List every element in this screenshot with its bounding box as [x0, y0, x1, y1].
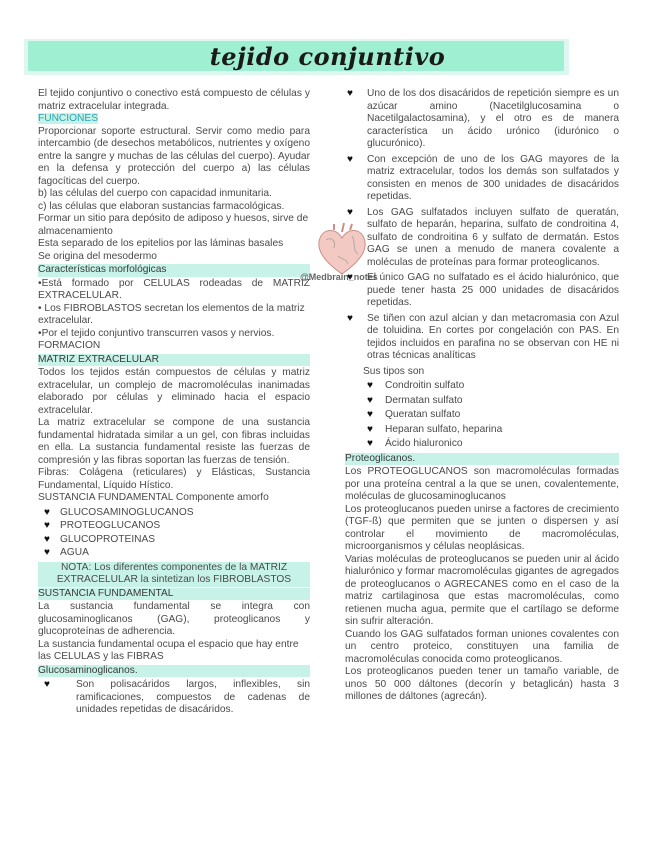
intro-text: El tejido conjuntivo o conectivo está compuesto de células y matriz extracelular integrada.: [38, 88, 310, 112]
funciones-b: b) las células del cuerpo con capacidad inmunitaria.: [38, 188, 272, 199]
proteo-3: Varias moléculas de proteoglucanos se pueden unir al ácido hialurónico y formar macromoléculas gigantes de agregados de proteoglucanos o AGRECANES como en el caso de la matriz cartilaginosa que estas macromoléculas, como retienen mucha agua, permite que el cartílago se deforme sin sufrir alteración.: [345, 553, 619, 627]
matriz-heading: MATRIZ EXTRACELULAR: [38, 354, 310, 367]
gag-list: [38, 679, 310, 717]
componentes-list: [38, 507, 310, 560]
page-title: tejido conjuntivo: [209, 42, 446, 71]
right-column: [345, 88, 619, 704]
funciones-text: Proporcionar soporte estructural. Servir como medio para intercambio (de desechos metabólicos, nutrientes y oxígeno entre la sangre y muchas de las células del cuerpo). Ayudar en la defensa y protección del cuerpo a) las células fagocíticas del cuerpo.: [38, 125, 310, 187]
list-item: ♥ Se tiñen con azul alcian y dan metacromasia con Azul de toluidina. En cortes por congelación con PAS. En tejidos incluidos en parafina no se observan con HE ni otras técnicas analíticas: [345, 313, 619, 363]
tipos-heading: Sus tipos son: [363, 365, 425, 377]
formacion-text: FORMACION: [38, 340, 101, 351]
sustancia-line: SUSTANCIA FUNDAMENTAL Componente amorfo: [38, 492, 269, 503]
note-box: NOTA: Los diferentes componentes de la MATRIZ EXTRACELULAR la sintetizan los FIBROBLASTOS: [38, 562, 310, 587]
morfo-3: •Por el tejido conjuntivo transcurren vasos y nervios.: [38, 327, 275, 339]
funciones-d: Formar un sitio para depósito de adiposo y huesos, sirve de almacenamiento: [38, 213, 309, 237]
list-item: ♥ Queratan sulfato: [345, 409, 619, 422]
sf-heading: SUSTANCIA FUNDAMENTAL: [38, 588, 310, 601]
proteo-1: Los PROTEOGLUCANOS son macromoléculas formadas por una proteína central a la que se unen, covalentemente, moléculas de glucosaminoglucanos: [345, 466, 619, 502]
list-item: ♥ Con excepción de uno de los GAG mayores de la matriz extracelular, todos los demás son sulfatados y consisten en menos de 300 unidades de disacáridos repetidas.: [345, 154, 619, 204]
gag-bullets: [345, 88, 619, 363]
list-item: ♥ El único GAG no sulfatado es el ácido hialurónico, que puede tener hasta 25 000 unidades de disacáridos repetidas.: [345, 272, 619, 310]
gag-heading: Glucosaminoglicanos.: [38, 665, 310, 678]
proteo-5: Los proteoglicanos pueden tener un tamaño variable, de unos 50 000 dáltones (decorín y betaglicán) hasta 3 millones de dáltones (agrecán).: [345, 666, 619, 702]
list-item: ♥ AGUA: [38, 547, 310, 560]
matriz-2: La matriz extracelular se compone de una sustancia fundamental hidratada similar a un gel, con fibras incluidas en ella. La sustancia fundamental resiste las fuerzas de compresión y las fibras soportan las fuerzas de tensión.: [38, 417, 310, 466]
tipos-list: [345, 380, 619, 451]
list-item: ♥ Son polisacáridos largos, inflexibles, sin ramificaciones, compuestos de cadenas de unidades repetidas de disacáridos.: [38, 679, 310, 717]
morfo-2: • Los FIBROBLASTOS secretan los elementos de la matriz extracelular.: [38, 302, 305, 326]
funciones-heading: FUNCIONES: [38, 113, 98, 124]
origina-text: Se origina del mesodermo: [38, 250, 157, 262]
list-item: ♥ Condroitin sulfato: [345, 380, 619, 393]
list-item: ♥ Ácido hialuronico: [345, 438, 619, 451]
list-item: ♥ Dermatan sulfato: [345, 395, 619, 408]
list-item: ♥ Uno de los dos disacáridos de repetición siempre es un azúcar amino (Nacetilglucosamina o Nacetilgalactosamina), y el otro es de manera característica un ácido urónico (idurónico o glucurónico).: [345, 88, 619, 151]
separado-text: Esta separado de los epitelios por las láminas basales: [38, 238, 284, 249]
morfo-1: •Está formado por CELULAS rodeadas de MATRIZ EXTRACELULAR.: [38, 277, 310, 301]
funciones-c: c) las células que elaboran sustancias farmacológicas.: [38, 200, 285, 212]
proteo-heading: Proteoglicanos.: [345, 453, 619, 466]
proteo-4: Cuando los GAG sulfatados forman uniones covalentes con un centro proteico, constituyen una familia de macromoléculas conocida como proteoglicanos.: [345, 628, 619, 665]
list-item: ♥ GLUCOSAMINOGLUCANOS: [38, 507, 310, 520]
fibras-text: Fibras: Colágena (reticulares) y Elásticas, Sustancia Fundamental, Líquido Hístico.: [38, 467, 310, 491]
matriz-1: Todos los tejidos están compuestos de células y matriz extracelular, un complejo de macromoléculas inanimadas elaborado por células y eliminado hacia el espacio extracelular.: [38, 367, 310, 416]
list-item: ♥ PROTEOGLUCANOS: [38, 520, 310, 533]
list-item: ♥ Heparan sulfato, heparina: [345, 424, 619, 437]
watermark-text: @Medbrain_notes: [300, 272, 378, 282]
list-item: ♥ Los GAG sulfatados incluyen sulfato de queratán, sulfato de heparán, heparina, sulfato de condroitina 4, sulfato de condroitina 6 y sulfato de dermatán. Estos GAG se unen a menudo de manera covalente a moléculas de proteínas para formar proteoglicanos.: [345, 207, 619, 270]
morfo-heading: Características morfológicas: [38, 264, 310, 277]
proteo-2: Los proteoglucanos pueden unirse a factores de crecimiento (TGF-ß) que permiten que se junten o dispersen y así controlar el movimiento de macromoléculas, microorganismos y células neoplásicas.: [345, 503, 619, 552]
list-item: ♥ GLUCOPROTEINAS: [38, 534, 310, 547]
sf-1: La sustancia fundamental se integra con glucosaminoglicanos (GAG), proteoglicanos y glucoproteínas de adherencia.: [38, 601, 310, 637]
sf-2: La sustancia fundamental ocupa el espacio que hay entre las CELULAS y las FIBRAS: [38, 638, 299, 662]
left-column: [38, 88, 310, 719]
